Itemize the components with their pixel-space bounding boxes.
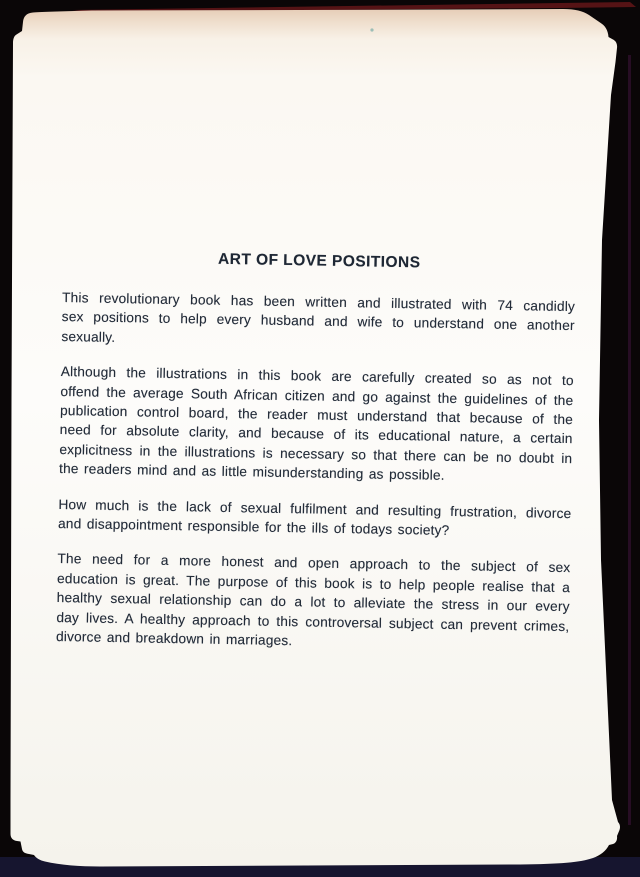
text-line: the readers mind and as little misunderstanding as possible. — [58, 461, 445, 484]
text-line: and disappointment responsible for the ills of todays society? — [57, 516, 450, 538]
text-line: offend the average South African citizen and go against the guidelines of the — [60, 383, 574, 408]
text-line: day lives. A healthy approach to this controversal subject can prevent crimes, — [56, 609, 570, 634]
text-line: sexually. — [61, 328, 116, 345]
page-content — [56, 247, 576, 656]
paragraph-question — [58, 495, 572, 543]
paragraph-intro — [61, 288, 575, 355]
text-line: explicitness in the illustrations is necessary so that there can be no doubt in — [59, 441, 573, 466]
text-line: publication control board, the reader must understand that because of the — [59, 403, 574, 428]
text-line: Although the illustrations in this book are carefully created so as not to — [60, 364, 574, 389]
paper-speck — [370, 28, 373, 31]
text-line: education is great. The purpose of this book is to help people realise that a — [56, 570, 571, 595]
text-line: How much is the lack of sexual fulfilment and resulting frustration, divorce — [58, 496, 572, 521]
text-line: The need for a more honest and open approach to the subject of sex — [57, 551, 571, 576]
page-title: ART OF LOVE POSITIONS — [217, 250, 421, 272]
paragraph-need — [56, 549, 571, 655]
text-line: sex positions to help every husband and wife to understand one another — [61, 309, 575, 334]
text-line: healthy sexual relationship can do a lot to alleviate the stress in our every — [56, 590, 570, 615]
paragraph-illustrations — [59, 362, 574, 488]
text-line: need for absolute clarity, and because of its educational nature, a certain — [59, 422, 573, 447]
text-line: This revolutionary book has been written and illustrated with 74 candidly — [61, 289, 576, 315]
text-line: divorce and breakdown in marriages. — [55, 629, 293, 649]
right-purple-edge-line — [628, 55, 631, 825]
